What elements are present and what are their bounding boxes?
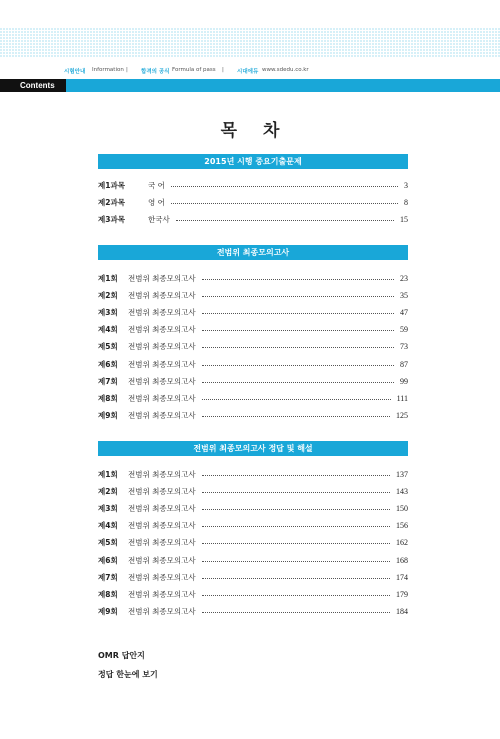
toc-entry-title: 전범위 최종모의고사: [128, 555, 196, 565]
header-item1-value: Information: [92, 67, 124, 73]
toc-entry[interactable]: [98, 469, 408, 481]
toc-entry-label: 제4회: [98, 325, 118, 335]
toc-entry[interactable]: [98, 273, 408, 285]
toc-entry-label: 제3과목: [98, 215, 125, 224]
toc-entry-title: 전범위 최종모의고사: [128, 589, 196, 599]
toc-entry[interactable]: [98, 290, 408, 302]
toc-entry-page: 59: [400, 325, 408, 335]
dot-leader: [202, 612, 390, 613]
dot-leader: [202, 296, 394, 297]
toc-entry-label: 제2회: [98, 291, 118, 301]
toc-entry-page: 137: [396, 470, 408, 479]
toc-entry[interactable]: [98, 572, 408, 584]
toc-entry[interactable]: [98, 393, 408, 405]
toc-entry-label: 제5회: [98, 538, 118, 548]
dot-leader: [202, 561, 390, 562]
toc-entry-title: 전범위 최종모의고사: [128, 274, 196, 283]
toc-entry-page: 99: [400, 376, 408, 386]
toc-entry-page: 73: [400, 342, 408, 352]
toc-entry-label: 제6회: [98, 555, 118, 565]
dot-leader: [176, 220, 394, 221]
section-header: 전범위 최종모의고사: [98, 245, 408, 260]
section-header: 2015년 시행 중요기출문제: [98, 154, 408, 169]
toc-entry-page: 47: [400, 308, 408, 318]
toc-entry-label: 제8회: [98, 589, 118, 599]
dot-leader: [202, 578, 390, 579]
header-separator: |: [222, 67, 224, 73]
dot-leader: [171, 186, 398, 187]
toc-entry-page: 23: [400, 274, 408, 283]
toc-entry[interactable]: [98, 341, 408, 353]
toc-entry-label: 제8회: [98, 393, 118, 403]
toc-entry[interactable]: [98, 589, 408, 601]
extra-omr: OMR 답안지: [98, 651, 145, 660]
toc-entry[interactable]: [98, 376, 408, 388]
toc-entry-page: 111: [396, 393, 408, 403]
toc-entry-page: 179: [396, 589, 408, 599]
header-item3-value: www.sdedu.co.kr: [262, 67, 309, 73]
dot-leader: [202, 347, 394, 348]
contents-tab: Contents: [0, 79, 66, 92]
dot-leader: [202, 399, 391, 400]
toc-entry-page: 125: [396, 410, 408, 420]
extra-answer-key: 정답 한눈에 보기: [98, 670, 158, 679]
dot-leader: [202, 475, 390, 476]
dot-leader: [202, 543, 390, 544]
toc-entry-page: 35: [400, 291, 408, 301]
toc-entry-title: 전범위 최종모의고사: [128, 410, 196, 420]
dot-leader: [202, 382, 394, 383]
dot-leader: [202, 313, 394, 314]
toc-entry-page: 15: [400, 215, 408, 224]
toc-entry-title: 전범위 최종모의고사: [128, 538, 196, 548]
toc-entry-page: 174: [396, 572, 408, 582]
toc-entry-title: 전범위 최종모의고사: [128, 308, 196, 318]
dot-leader: [202, 595, 390, 596]
toc-entry-title: 전범위 최종모의고사: [128, 359, 196, 369]
toc-entry[interactable]: [98, 324, 408, 336]
toc-entry-label: 제3회: [98, 504, 118, 514]
toc-entry-page: 162: [396, 538, 408, 548]
toc-entry-page: 8: [404, 198, 408, 207]
toc-entry[interactable]: [98, 214, 408, 226]
toc-entry[interactable]: [98, 537, 408, 549]
toc-entry-title: 전범위 최종모의고사: [128, 325, 196, 335]
toc-entry[interactable]: [98, 197, 408, 209]
section-header: 전범위 최종모의고사 정답 및 해설: [98, 441, 408, 456]
toc-entry[interactable]: [98, 606, 408, 618]
toc-entry[interactable]: [98, 486, 408, 498]
dot-pattern-band: [0, 28, 500, 58]
toc-entry[interactable]: [98, 503, 408, 515]
toc-entry-label: 제5회: [98, 342, 118, 352]
toc-entry[interactable]: [98, 520, 408, 532]
toc-entry-label: 제7회: [98, 376, 118, 386]
toc-entry[interactable]: [98, 359, 408, 371]
toc-entry-page: 87: [400, 359, 408, 369]
toc-entry-title: 전범위 최종모의고사: [128, 572, 196, 582]
toc-entry[interactable]: [98, 307, 408, 319]
toc-entry-label: 제2과목: [98, 198, 125, 207]
toc-entry[interactable]: [98, 180, 408, 192]
toc-entry-page: 184: [396, 606, 408, 616]
toc-entry-page: 150: [396, 504, 408, 514]
toc-entry-label: 제1회: [98, 470, 118, 479]
dot-leader: [202, 509, 390, 510]
toc-entry-label: 제9회: [98, 606, 118, 616]
toc-entry-title: 전범위 최종모의고사: [128, 487, 196, 497]
toc-entry-label: 제2회: [98, 487, 118, 497]
toc-entry-page: 143: [396, 487, 408, 497]
toc-entry-label: 제1회: [98, 274, 118, 283]
toc-entry-title: 전범위 최종모의고사: [128, 393, 196, 403]
contents-accent-bar: [0, 79, 500, 92]
header-info-line: [0, 62, 500, 78]
dot-leader: [202, 330, 394, 331]
toc-entry-label: 제1과목: [98, 181, 125, 190]
header-item1-label: 시험안내: [64, 69, 86, 75]
dot-leader: [202, 365, 394, 366]
dot-leader: [202, 416, 390, 417]
toc-entry-title: 전범위 최종모의고사: [128, 504, 196, 514]
toc-entry[interactable]: [98, 410, 408, 422]
toc-entry-label: 제7회: [98, 572, 118, 582]
toc-entry-title: 전범위 최종모의고사: [128, 470, 196, 479]
toc-entry-label: 제6회: [98, 359, 118, 369]
toc-entry-label: 제3회: [98, 308, 118, 318]
dot-leader: [171, 203, 398, 204]
header-item2-value: Formula of pass: [172, 67, 216, 73]
dot-leader: [202, 279, 394, 280]
toc-entry-title: 전범위 최종모의고사: [128, 376, 196, 386]
dot-leader: [202, 526, 390, 527]
toc-entry-title: 국 어: [148, 181, 165, 190]
toc-entry-label: 제4회: [98, 521, 118, 531]
toc-entry-title: 한국사: [148, 215, 170, 224]
dot-leader: [202, 492, 390, 493]
toc-entry-page: 168: [396, 555, 408, 565]
toc-entry-title: 영 어: [148, 198, 165, 207]
toc-entry-title: 전범위 최종모의고사: [128, 342, 196, 352]
toc-entry-title: 전범위 최종모의고사: [128, 521, 196, 531]
toc-entry-title: 전범위 최종모의고사: [128, 291, 196, 301]
header-item3-label: 시대에듀: [237, 69, 259, 75]
header-item2-label: 합격의 공식: [141, 69, 170, 75]
header-separator: |: [126, 67, 128, 73]
toc-entry-title: 전범위 최종모의고사: [128, 606, 196, 616]
page-title: 목 차: [220, 121, 290, 141]
toc-entry-page: 156: [396, 521, 408, 531]
toc-entry-page: 3: [404, 181, 408, 190]
toc-entry[interactable]: [98, 555, 408, 567]
toc-entry-label: 제9회: [98, 410, 118, 420]
